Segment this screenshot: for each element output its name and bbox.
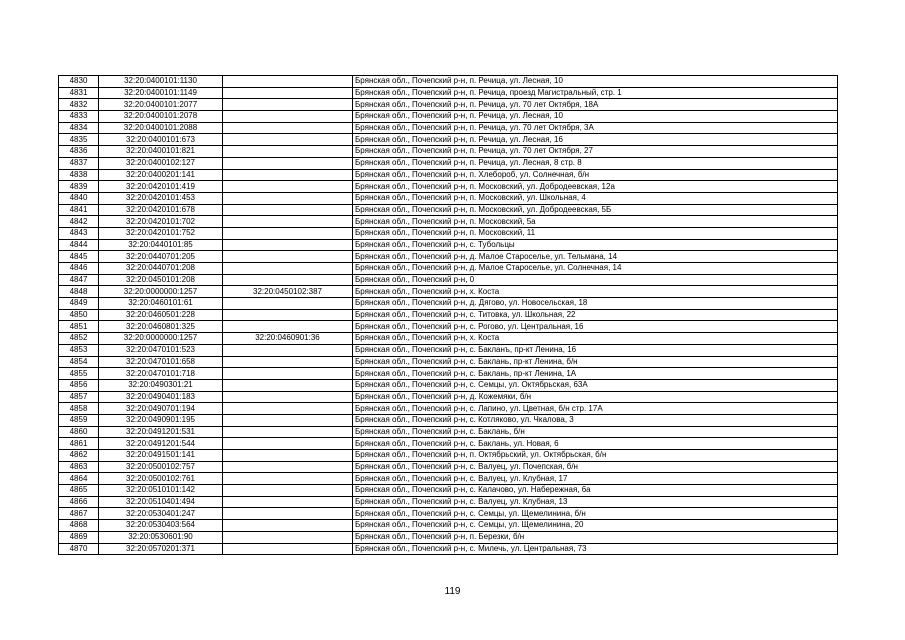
row-number-cell: 4834 [59,122,99,134]
table-row [59,438,838,450]
address-cell: Брянская обл., Почепский р-н, п. Хлебороб, ул. Солнечная, б/н [353,169,838,181]
cadastral-number-cell: 32:20:0440701:205 [99,251,223,263]
cadastral-number-cell: 32:20:0490701:194 [99,403,223,415]
row-number-cell: 4831 [59,87,99,99]
table-row [59,251,838,263]
cadastral-number-cell: 32:20:0420101:419 [99,181,223,193]
secondary-cadastral-number-cell [223,263,353,275]
address-cell: Брянская обл., Почепский р-н, п. Березки, б/н [353,531,838,543]
cadastral-number-cell: 32:20:0490301:21 [99,379,223,391]
secondary-cadastral-number-cell [223,76,353,88]
table-row [59,204,838,216]
secondary-cadastral-number-cell [223,227,353,239]
table-row [59,192,838,204]
table-row [59,520,838,532]
address-cell: Брянская обл., Почепский р-н, п. Речица, ул. Лесная, 8 стр. 8 [353,157,838,169]
table-row [59,321,838,333]
secondary-cadastral-number-cell [223,251,353,263]
secondary-cadastral-number-cell [223,99,353,111]
secondary-cadastral-number-cell [223,157,353,169]
address-cell: Брянская обл., Почепский р-н, п. Речица, ул. 70 лет Октября, 3А [353,122,838,134]
table-row [59,485,838,497]
table-row [59,263,838,275]
table-row [59,157,838,169]
address-cell: Брянская обл., Почепский р-н, п. Речица, ул. 70 лет Октября, 18А [353,99,838,111]
cadastral-number-cell: 32:20:0470101:523 [99,344,223,356]
row-number-cell: 4849 [59,298,99,310]
table-row [59,227,838,239]
cadastral-number-cell: 32:20:0000000:1257 [99,333,223,345]
secondary-cadastral-number-cell [223,461,353,473]
row-number-cell: 4857 [59,391,99,403]
cadastral-number-cell: 32:20:0460101:61 [99,298,223,310]
address-cell: Брянская обл., Почепский р-н, с. Баклань, пр-кт Ленина, 1А [353,368,838,380]
address-cell: Брянская обл., Почепский р-н, п. Речица, ул. 70 лет Октября, 27 [353,146,838,158]
table-row [59,426,838,438]
table-row [59,508,838,520]
row-number-cell: 4842 [59,216,99,228]
row-number-cell: 4847 [59,274,99,286]
row-number-cell: 4868 [59,520,99,532]
address-cell: Брянская обл., Почепский р-н, п. Московский, 11 [353,227,838,239]
row-number-cell: 4841 [59,204,99,216]
table-row [59,379,838,391]
row-number-cell: 4843 [59,227,99,239]
secondary-cadastral-number-cell [223,403,353,415]
row-number-cell: 4860 [59,426,99,438]
cadastral-number-cell: 32:20:0400101:821 [99,146,223,158]
address-cell: Брянская обл., Почепский р-н, д. Малое Староселье, ул. Солнечная, 14 [353,263,838,275]
secondary-cadastral-number-cell [223,426,353,438]
cadastral-number-cell: 32:20:0400101:2078 [99,111,223,123]
cadastral-number-cell: 32:20:0440701:208 [99,263,223,275]
address-cell: Брянская обл., Почепский р-н, с. Баклань, пр-кт Ленина, б/н [353,356,838,368]
secondary-cadastral-number-cell [223,438,353,450]
cadastral-number-cell: 32:20:0400102:127 [99,157,223,169]
cadastral-number-cell: 32:20:0530401:247 [99,508,223,520]
address-cell: Брянская обл., Почепский р-н, п. Речица, ул. Лесная, 10 [353,76,838,88]
address-cell: Брянская обл., Почепский р-н, с. Тубольцы [353,239,838,251]
table-row [59,414,838,426]
address-cell: Брянская обл., Почепский р-н, с. Калачово, ул. Набережная, 6а [353,485,838,497]
address-cell: Брянская обл., Почепский р-н, с. Лапино, ул. Цветная, б/н стр. 17А [353,403,838,415]
cadastral-number-cell: 32:20:0460801:325 [99,321,223,333]
address-cell: Брянская обл., Почепский р-н, с. Валуец, ул. Клубная, 13 [353,496,838,508]
cadastral-number-cell: 32:20:0570201:371 [99,543,223,555]
address-cell: Брянская обл., Почепский р-н, п. Речица, ул. Лесная, 10 [353,111,838,123]
cadastral-number-cell: 32:20:0400101:1130 [99,76,223,88]
address-cell: Брянская обл., Почепский р-н, п. Московский, ул. Добродеевская, 5Б [353,204,838,216]
address-cell: Брянская обл., Почепский р-н, д. Кожемяки, б/н [353,391,838,403]
table-row [59,111,838,123]
table-row [59,368,838,380]
cadastral-number-cell: 32:20:0530403:564 [99,520,223,532]
row-number-cell: 4850 [59,309,99,321]
cadastral-number-cell: 32:20:0530601:90 [99,531,223,543]
row-number-cell: 4845 [59,251,99,263]
secondary-cadastral-number-cell [223,379,353,391]
registry-table-body [59,76,838,555]
secondary-cadastral-number-cell: 32:20:0450102:387 [223,286,353,298]
table-row [59,169,838,181]
table-row [59,333,838,345]
cadastral-number-cell: 32:20:0000000:1257 [99,286,223,298]
row-number-cell: 4859 [59,414,99,426]
secondary-cadastral-number-cell [223,216,353,228]
table-row [59,99,838,111]
table-row [59,181,838,193]
cadastral-number-cell: 32:20:0450101:208 [99,274,223,286]
row-number-cell: 4832 [59,99,99,111]
table-row [59,543,838,555]
table-row [59,403,838,415]
secondary-cadastral-number-cell [223,146,353,158]
address-cell: Брянская обл., Почепский р-н, п. Речица, ул. Лесная, 16 [353,134,838,146]
secondary-cadastral-number-cell [223,391,353,403]
address-cell: Брянская обл., Почепский р-н, п. Московский, 5а [353,216,838,228]
row-number-cell: 4854 [59,356,99,368]
cadastral-number-cell: 32:20:0400101:2088 [99,122,223,134]
row-number-cell: 4846 [59,263,99,275]
row-number-cell: 4855 [59,368,99,380]
table-row [59,473,838,485]
cadastral-number-cell: 32:20:0400101:673 [99,134,223,146]
address-cell: Брянская обл., Почепский р-н, с. Милечь, ул. Центральная, 73 [353,543,838,555]
address-cell: Брянская обл., Почепский р-н, х. Коста [353,333,838,345]
table-row [59,87,838,99]
secondary-cadastral-number-cell [223,531,353,543]
row-number-cell: 4867 [59,508,99,520]
secondary-cadastral-number-cell [223,111,353,123]
row-number-cell: 4853 [59,344,99,356]
address-cell: Брянская обл., Почепский р-н, х. Коста [353,286,838,298]
secondary-cadastral-number-cell [223,309,353,321]
address-cell: Брянская обл., Почепский р-н, с. Баклань, ул. Новая, 6 [353,438,838,450]
address-cell: Брянская обл., Почепский р-н, с. Бакланъ, пр-кт Ленина, 16 [353,344,838,356]
cadastral-number-cell: 32:20:0470101:658 [99,356,223,368]
address-cell: Брянская обл., Почепский р-н, с. Семцы, ул. Октябрьская, 63А [353,379,838,391]
table-row [59,216,838,228]
secondary-cadastral-number-cell [223,239,353,251]
address-cell: Брянская обл., Почепский р-н, с. Валуец, ул. Почепская, б/н [353,461,838,473]
row-number-cell: 4839 [59,181,99,193]
address-cell: Брянская обл., Почепский р-н, п. Октябрьский, ул. Октябрьская, б/н [353,450,838,462]
table-row [59,450,838,462]
cadastral-number-cell: 32:20:0491201:544 [99,438,223,450]
address-cell: Брянская обл., Почепский р-н, д. Дягово, ул. Новосельская, 18 [353,298,838,310]
table-row [59,496,838,508]
secondary-cadastral-number-cell [223,508,353,520]
secondary-cadastral-number-cell [223,414,353,426]
address-cell: Брянская обл., Почепский р-н, с. Титовка, ул. Школьная, 22 [353,309,838,321]
cadastral-number-cell: 32:20:0500102:761 [99,473,223,485]
address-cell: Брянская обл., Почепский р-н, п. Речица, проезд Магистральный, стр. 1 [353,87,838,99]
row-number-cell: 4830 [59,76,99,88]
table-row [59,274,838,286]
cadastral-number-cell: 32:20:0420101:678 [99,204,223,216]
row-number-cell: 4838 [59,169,99,181]
table-row [59,134,838,146]
row-number-cell: 4861 [59,438,99,450]
table-row [59,122,838,134]
table-row [59,309,838,321]
address-cell: Брянская обл., Почепский р-н, п. Московский, ул. Добродеевская, 12а [353,181,838,193]
row-number-cell: 4848 [59,286,99,298]
cadastral-number-cell: 32:20:0440101:85 [99,239,223,251]
table-row [59,461,838,473]
secondary-cadastral-number-cell [223,496,353,508]
row-number-cell: 4852 [59,333,99,345]
row-number-cell: 4840 [59,192,99,204]
cadastral-number-cell: 32:20:0420101:752 [99,227,223,239]
row-number-cell: 4864 [59,473,99,485]
registry-table [58,75,838,555]
page-number: 119 [444,586,461,597]
address-cell: Брянская обл., Почепский р-н, д. Малое Старосельe, ул. Тельмана, 14 [353,251,838,263]
address-cell: Брянская обл., Почепский р-н, с. Котляково, ул. Чкалова, 3 [353,414,838,426]
secondary-cadastral-number-cell [223,543,353,555]
table-row [59,239,838,251]
row-number-cell: 4862 [59,450,99,462]
secondary-cadastral-number-cell [223,274,353,286]
cadastral-number-cell: 32:20:0470101:718 [99,368,223,380]
secondary-cadastral-number-cell [223,473,353,485]
secondary-cadastral-number-cell [223,87,353,99]
row-number-cell: 4858 [59,403,99,415]
secondary-cadastral-number-cell [223,344,353,356]
table-row [59,286,838,298]
row-number-cell: 4856 [59,379,99,391]
cadastral-number-cell: 32:20:0460501:228 [99,309,223,321]
address-cell: Брянская обл., Почепский р-н, 0 [353,274,838,286]
cadastral-number-cell: 32:20:0490901:195 [99,414,223,426]
table-row [59,146,838,158]
secondary-cadastral-number-cell [223,181,353,193]
row-number-cell: 4851 [59,321,99,333]
cadastral-number-cell: 32:20:0420101:453 [99,192,223,204]
row-number-cell: 4844 [59,239,99,251]
row-number-cell: 4836 [59,146,99,158]
cadastral-number-cell: 32:20:0510401:494 [99,496,223,508]
row-number-cell: 4863 [59,461,99,473]
row-number-cell: 4865 [59,485,99,497]
address-cell: Брянская обл., Почепский р-н, с. Семцы, ул. Щемелинина, 20 [353,520,838,532]
table-row [59,356,838,368]
address-cell: Брянская обл., Почепский р-н, с. Валуец, ул. Клубная, 17 [353,473,838,485]
row-number-cell: 4869 [59,531,99,543]
cadastral-number-cell: 32:20:0500102:757 [99,461,223,473]
row-number-cell: 4835 [59,134,99,146]
secondary-cadastral-number-cell [223,298,353,310]
row-number-cell: 4837 [59,157,99,169]
table-row [59,391,838,403]
secondary-cadastral-number-cell [223,134,353,146]
row-number-cell: 4866 [59,496,99,508]
address-cell: Брянская обл., Почепский р-н, с. Рогово, ул. Центральная, 16 [353,321,838,333]
table-row [59,531,838,543]
secondary-cadastral-number-cell [223,192,353,204]
cadastral-number-cell: 32:20:0490401:183 [99,391,223,403]
address-cell: Брянская обл., Почепский р-н, с. Баклань, б/н [353,426,838,438]
secondary-cadastral-number-cell [223,356,353,368]
cadastral-number-cell: 32:20:0420101:702 [99,216,223,228]
row-number-cell: 4833 [59,111,99,123]
secondary-cadastral-number-cell [223,450,353,462]
cadastral-number-cell: 32:20:0491201:531 [99,426,223,438]
secondary-cadastral-number-cell [223,169,353,181]
cadastral-number-cell: 32:20:0400101:2077 [99,99,223,111]
address-cell: Брянская обл., Почепский р-н, с. Семцы, ул. Щемелинина, б/н [353,508,838,520]
secondary-cadastral-number-cell [223,321,353,333]
cadastral-number-cell: 32:20:0400101:1149 [99,87,223,99]
table-row [59,76,838,88]
cadastral-number-cell: 32:20:0510101:142 [99,485,223,497]
secondary-cadastral-number-cell [223,520,353,532]
secondary-cadastral-number-cell [223,368,353,380]
table-row [59,298,838,310]
secondary-cadastral-number-cell [223,122,353,134]
secondary-cadastral-number-cell [223,485,353,497]
cadastral-number-cell: 32:20:0491501:141 [99,450,223,462]
table-row [59,344,838,356]
cadastral-number-cell: 32:20:0400201:141 [99,169,223,181]
secondary-cadastral-number-cell: 32:20:0460901:36 [223,333,353,345]
secondary-cadastral-number-cell [223,204,353,216]
row-number-cell: 4870 [59,543,99,555]
address-cell: Брянская обл., Почепский р-н, п. Московский, ул. Школьная, 4 [353,192,838,204]
